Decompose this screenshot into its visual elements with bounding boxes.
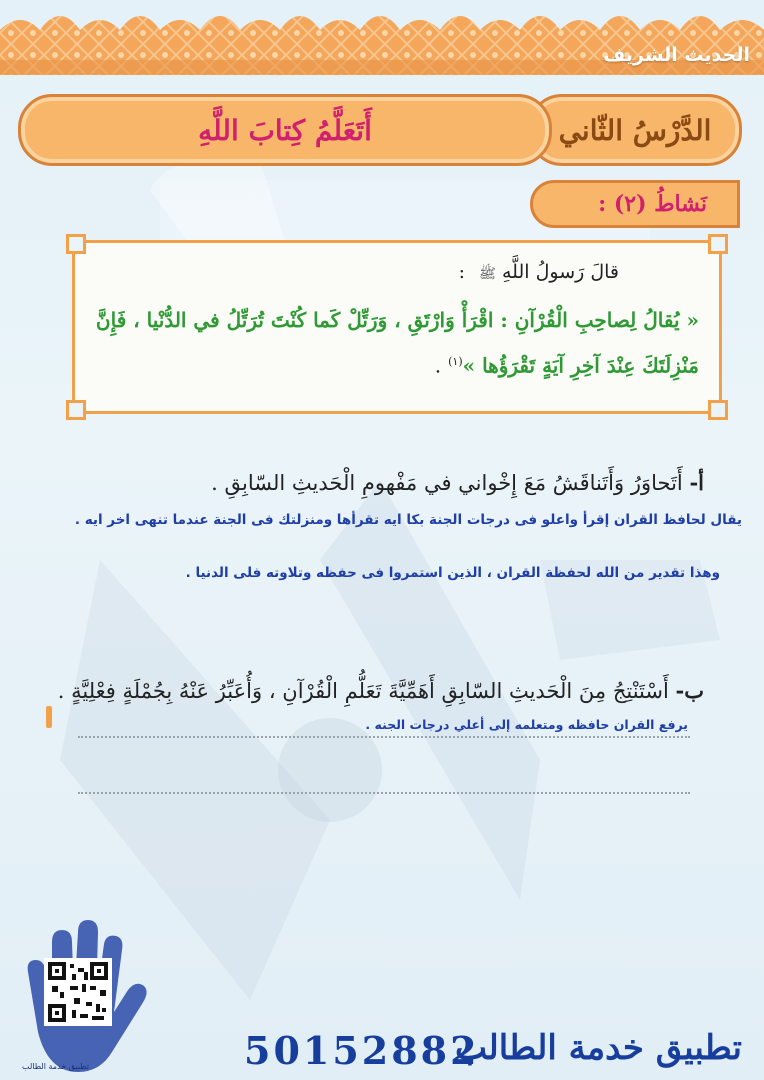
activity-tab: [530, 180, 740, 228]
qr-hand-logo-icon: [8, 912, 148, 1077]
hadith-footnote: (١): [448, 355, 463, 368]
hadith-intro: [95, 261, 619, 285]
hadith-intro-colon: :: [458, 261, 465, 283]
question-a: [211, 470, 704, 495]
activity-label: نَشاطُ (٢) :: [598, 191, 707, 217]
hadith-end: .: [434, 353, 442, 378]
box-corner-ornament: [66, 400, 86, 420]
footer-phone-number: 50152882: [244, 1028, 480, 1073]
lesson-number-label: الدَّرْسُ الثّاني: [558, 113, 712, 147]
hadith-box: [72, 240, 722, 414]
lesson-title-bar: [18, 94, 552, 166]
hadith-line-1: « يُقالُ لِصاحِبِ الْقُرْآنِ : اقْرَأْ وَارْتَقِ ، وَرَتِّلْ كَما كُنْتَ تُرَتِّلُ في الدُّنْيا ، فَإِنَّ: [95, 308, 699, 332]
answer-a-line-1: يقال لحافظ القران إقرأ واعلو فى درجات الجنة بكا ايه تقرأها ومنزلتك فى الجنة عندما تنهى اخر ايه .: [74, 512, 742, 528]
page-edge-mark: [46, 706, 52, 728]
answer-line-dots: [78, 736, 690, 738]
answer-line-dots: [78, 792, 690, 794]
question-b-text: أَسْتَنْتِجُ مِنَ الْحَديثِ السّابِقِ أَهَمِّيَّةَ تَعَلُّمِ الْقُرْآنِ ، وَأُعَبِّرُ عَنْهُ بِجُمْلَةٍ فِعْلِيَّةٍ .: [57, 679, 669, 703]
answer-a-line-2: وهذا تقدير من الله لحفظة القران ، الذين استمروا فى حفظه وتلاوته فلى الدنيا .: [185, 565, 720, 581]
lesson-title: أَتَعَلَّمُ كِتابَ اللَّهِ: [198, 113, 372, 147]
hadith-line-2: مَنْزِلَتَكَ عِنْدَ آخِرِ آيَةٍ تَقْرَؤُها »: [462, 353, 699, 378]
lesson-number-badge: [528, 94, 742, 166]
hadith-text: [95, 299, 699, 387]
question-a-letter: أ-: [689, 470, 704, 495]
footer-brand: تطبيق خدمة الطالب: [454, 1028, 742, 1068]
box-corner-ornament: [66, 234, 86, 254]
question-b-letter: ب-: [675, 678, 704, 703]
question-b: [58, 678, 704, 703]
hand-caption: تطبيق خدمة الطالب: [22, 1062, 90, 1071]
honorific-symbol: ﷺ: [479, 266, 496, 282]
hadith-intro-text: قالَ رَسولُ اللَّهِ: [501, 261, 619, 283]
box-corner-ornament: [708, 400, 728, 420]
box-corner-ornament: [708, 234, 728, 254]
question-a-text: أَتَحاوَرُ وَأَتَناقَشُ مَعَ إِخْواني في مَفْهومِ الْحَديثِ السّابِقِ .: [211, 471, 683, 495]
section-title: الحديث الشريف: [603, 44, 750, 66]
answer-b: يرفع القران حافظه ومتعلمه إلى أعلي درجات الجنه .: [365, 717, 688, 732]
